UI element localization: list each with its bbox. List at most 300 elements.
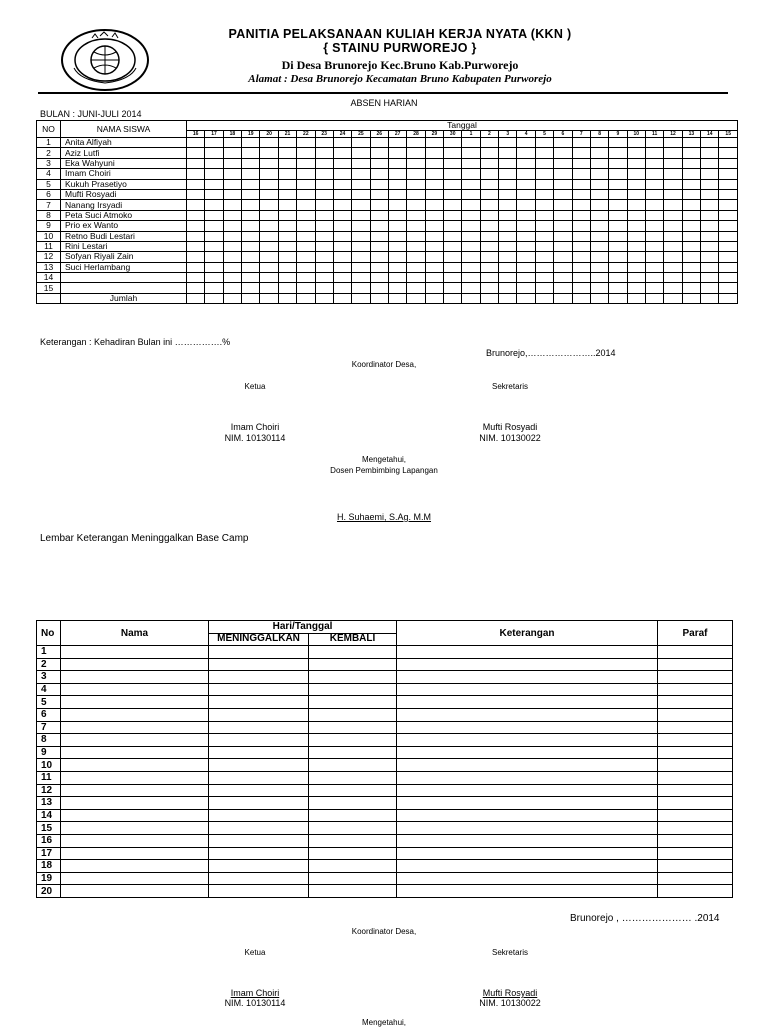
attendance-cell	[388, 189, 406, 199]
att-day-7: 23	[315, 130, 333, 137]
student-name: Kukuh Prasetiyo	[61, 179, 187, 189]
attendance-cell	[499, 252, 517, 262]
attendance-cell	[554, 252, 572, 262]
total-cell	[535, 293, 553, 303]
table-row	[37, 658, 733, 671]
attendance-cell	[407, 273, 425, 283]
attendance-cell	[609, 148, 627, 158]
attendance-cell	[260, 273, 278, 283]
row-number: 11	[37, 241, 61, 251]
att-day-21: 7	[572, 130, 590, 137]
attendance-cell	[370, 169, 388, 179]
attendance-cell	[590, 252, 608, 262]
table-row	[37, 734, 733, 747]
attendance-cell	[315, 273, 333, 283]
attendance-cell	[590, 179, 608, 189]
attendance-cell	[205, 158, 223, 168]
attendance-cell	[297, 262, 315, 272]
attendance-cell	[462, 158, 480, 168]
attendance-cell	[554, 179, 572, 189]
attendance-cell	[572, 283, 590, 293]
attendance-cell	[572, 189, 590, 199]
camp-cell	[61, 696, 209, 709]
attendance-cell	[278, 283, 296, 293]
total-cell	[260, 293, 278, 303]
total-cell	[278, 293, 296, 303]
attendance-cell	[517, 241, 535, 251]
attendance-cell	[517, 200, 535, 210]
total-cell	[572, 293, 590, 303]
attendance-cell	[499, 148, 517, 158]
attendance-cell	[388, 273, 406, 283]
attendance-cell	[572, 221, 590, 231]
attendance-cell	[462, 169, 480, 179]
camp-cell	[397, 797, 658, 810]
row-number: 12	[37, 252, 61, 262]
attendance-cell	[297, 179, 315, 189]
camp-cell	[658, 734, 733, 747]
attendance-cell	[499, 210, 517, 220]
attendance-cell	[352, 273, 370, 283]
attendance-cell	[572, 210, 590, 220]
attendance-cell	[517, 138, 535, 148]
attendance-cell	[535, 210, 553, 220]
attendance-cell	[664, 138, 682, 148]
attendance-cell	[260, 231, 278, 241]
attendance-table	[36, 120, 738, 304]
attendance-cell	[535, 169, 553, 179]
attendance-cell	[407, 158, 425, 168]
attendance-cell	[572, 262, 590, 272]
att-day-8: 24	[333, 130, 351, 137]
attendance-cell	[333, 138, 351, 148]
attendance-cell	[187, 138, 205, 148]
attendance-cell	[645, 169, 663, 179]
attendance-cell	[664, 158, 682, 168]
camp-cell	[209, 822, 309, 835]
att-day-26: 12	[664, 130, 682, 137]
attendance-cell	[223, 169, 241, 179]
attendance-cell	[462, 221, 480, 231]
attendance-cell	[444, 273, 462, 283]
camp-cell	[209, 696, 309, 709]
attendance-cell	[590, 158, 608, 168]
camp-cell	[61, 759, 209, 772]
attendance-cell	[480, 221, 498, 231]
att-day-20: 6	[554, 130, 572, 137]
attendance-cell	[590, 221, 608, 231]
attendance-cell	[333, 283, 351, 293]
attendance-cell	[499, 283, 517, 293]
attendance-cell	[701, 231, 719, 241]
table-row	[37, 283, 738, 293]
header-title: PANITIA PELAKSANAAN KULIAH KERJA NYATA (KKN )	[228, 27, 572, 41]
att-day-1: 17	[205, 130, 223, 137]
attendance-cell	[719, 138, 738, 148]
attendance-cell	[499, 231, 517, 241]
attendance-cell	[517, 221, 535, 231]
camp-cell	[209, 809, 309, 822]
secretary-name-1: Mufti Rosyadi	[482, 422, 538, 432]
camp-row-number: 1	[37, 646, 61, 659]
attendance-cell	[425, 210, 443, 220]
table-row	[37, 210, 738, 220]
attendance-cell	[315, 252, 333, 262]
attendance-cell	[701, 210, 719, 220]
attendance-cell	[315, 179, 333, 189]
attendance-cell	[278, 138, 296, 148]
total-cell	[499, 293, 517, 303]
attendance-cell	[645, 200, 663, 210]
total-cell	[462, 293, 480, 303]
attendance-cell	[187, 221, 205, 231]
camp-cell	[209, 784, 309, 797]
att-day-15: 1	[462, 130, 480, 137]
camp-cell	[658, 658, 733, 671]
attendance-cell	[425, 138, 443, 148]
student-name: Aziz Lutfi	[61, 148, 187, 158]
attendance-cell	[535, 148, 553, 158]
camp-cell	[309, 683, 397, 696]
camp-cell	[658, 671, 733, 684]
total-cell	[682, 293, 700, 303]
attendance-cell	[609, 138, 627, 148]
attendance-cell	[425, 221, 443, 231]
camp-row-number: 15	[37, 822, 61, 835]
row-number: 14	[37, 273, 61, 283]
secretary-title-2: Sekretaris	[491, 948, 528, 957]
attendance-cell	[719, 262, 738, 272]
camp-cell	[397, 671, 658, 684]
attendance-cell	[627, 169, 645, 179]
attendance-cell	[609, 200, 627, 210]
camp-row-number: 17	[37, 847, 61, 860]
attendance-cell	[664, 148, 682, 158]
att-day-25: 11	[645, 130, 663, 137]
attendance-cell	[205, 148, 223, 158]
attendance-cell	[462, 262, 480, 272]
attendance-cell	[719, 158, 738, 168]
camp-cell	[61, 847, 209, 860]
attendance-cell	[223, 283, 241, 293]
camp-cell	[61, 671, 209, 684]
camp-cell	[397, 734, 658, 747]
camp-cell	[658, 746, 733, 759]
attendance-cell	[627, 221, 645, 231]
camp-cell	[658, 822, 733, 835]
attendance-cell	[352, 179, 370, 189]
attendance-cell	[627, 158, 645, 168]
attendance-cell	[352, 210, 370, 220]
attendance-cell	[205, 283, 223, 293]
att-col-no: NO	[37, 121, 61, 138]
attendance-cell	[462, 148, 480, 158]
attendance-cell	[407, 262, 425, 272]
attendance-cell	[462, 179, 480, 189]
attendance-cell	[242, 241, 260, 251]
attendance-cell	[370, 231, 388, 241]
camp-cell	[209, 734, 309, 747]
attendance-cell	[535, 283, 553, 293]
attendance-cell	[682, 169, 700, 179]
attendance-cell	[260, 148, 278, 158]
attendance-cell	[517, 231, 535, 241]
attendance-cell	[627, 179, 645, 189]
table-row	[37, 721, 733, 734]
camp-cell	[309, 860, 397, 873]
chair-name-1: Imam Choiri	[230, 422, 280, 432]
camp-cell	[658, 683, 733, 696]
attendance-cell	[517, 169, 535, 179]
attendance-cell	[590, 262, 608, 272]
camp-cell	[397, 847, 658, 860]
attendance-cell	[444, 262, 462, 272]
attendance-cell	[260, 189, 278, 199]
camp-cell	[61, 860, 209, 873]
row-number: 9	[37, 221, 61, 231]
camp-cell	[658, 885, 733, 898]
attendance-cell	[205, 189, 223, 199]
att-day-5: 21	[278, 130, 296, 137]
attendance-cell	[535, 200, 553, 210]
table-row	[37, 847, 733, 860]
total-cell	[370, 293, 388, 303]
camp-cell	[397, 721, 658, 734]
attendance-cell	[407, 210, 425, 220]
attendance-cell	[260, 200, 278, 210]
attendance-cell	[609, 221, 627, 231]
camp-cell	[209, 746, 309, 759]
attendance-cell	[480, 241, 498, 251]
student-name: Sofyan Riyali Zain	[61, 252, 187, 262]
attendance-cell	[572, 241, 590, 251]
attendance-cell	[223, 262, 241, 272]
attendance-cell	[205, 252, 223, 262]
attendance-cell	[187, 241, 205, 251]
attendance-cell	[260, 241, 278, 251]
header-location: Di Desa Brunorejo Kec.Bruno Kab.Purworejo	[281, 58, 519, 72]
attendance-cell	[388, 283, 406, 293]
attendance-cell	[352, 189, 370, 199]
attendance-cell	[333, 252, 351, 262]
camp-cell	[61, 771, 209, 784]
attendance-cell	[444, 283, 462, 293]
attendance-cell	[719, 252, 738, 262]
attendance-cell	[187, 200, 205, 210]
attendance-cell	[609, 241, 627, 251]
att-day-29: 15	[719, 130, 738, 137]
attendance-cell	[370, 273, 388, 283]
attendance-cell	[278, 189, 296, 199]
acknowledge-label-1: Mengetahui,	[361, 455, 407, 464]
camp-cell	[397, 885, 658, 898]
camp-cell	[397, 708, 658, 721]
camp-cell	[309, 809, 397, 822]
attendance-cell	[223, 200, 241, 210]
attendance-cell	[664, 252, 682, 262]
camp-row-number: 3	[37, 671, 61, 684]
attendance-cell	[627, 189, 645, 199]
attendance-cell	[388, 138, 406, 148]
attendance-cell	[242, 179, 260, 189]
attendance-cell	[278, 252, 296, 262]
table-row	[37, 872, 733, 885]
attendance-cell	[333, 169, 351, 179]
total-cell	[517, 293, 535, 303]
attendance-cell	[187, 158, 205, 168]
total-cell	[242, 293, 260, 303]
attendance-cell	[315, 148, 333, 158]
attendance-cell	[242, 158, 260, 168]
attendance-cell	[242, 138, 260, 148]
camp-row-number: 9	[37, 746, 61, 759]
attendance-cell	[719, 210, 738, 220]
attendance-cell	[278, 148, 296, 158]
attendance-cell	[664, 273, 682, 283]
attendance-cell	[627, 210, 645, 220]
total-cell	[425, 293, 443, 303]
camp-cell	[309, 784, 397, 797]
attendance-cell	[554, 221, 572, 231]
attendance-cell	[407, 241, 425, 251]
table-row	[37, 671, 733, 684]
attendance-cell	[462, 283, 480, 293]
attendance-cell	[701, 179, 719, 189]
camp-cell	[209, 721, 309, 734]
attendance-cell	[260, 221, 278, 231]
attendance-cell	[517, 252, 535, 262]
student-name: Eka Wahyuni	[61, 158, 187, 168]
attendance-cell	[242, 169, 260, 179]
camp-cell	[658, 797, 733, 810]
attendance-cell	[315, 262, 333, 272]
student-name: Imam Choiri	[61, 169, 187, 179]
attendance-cell	[554, 241, 572, 251]
chair-name-2: Imam Choiri	[230, 988, 280, 998]
attendance-cell	[499, 262, 517, 272]
attendance-cell	[315, 210, 333, 220]
attendance-cell	[205, 241, 223, 251]
att-day-13: 29	[425, 130, 443, 137]
attendance-cell	[480, 231, 498, 241]
camp-cell	[309, 721, 397, 734]
attendance-cell	[297, 148, 315, 158]
attendance-cell	[388, 169, 406, 179]
attendance-cell	[499, 158, 517, 168]
camp-cell	[61, 646, 209, 659]
attendance-cell	[701, 252, 719, 262]
attendance-cell	[333, 231, 351, 241]
table-row	[37, 759, 733, 772]
camp-cell	[309, 885, 397, 898]
camp-cell	[309, 746, 397, 759]
attendance-cell	[572, 200, 590, 210]
attendance-cell	[278, 179, 296, 189]
camp-cell	[658, 771, 733, 784]
attendance-cell	[590, 200, 608, 210]
institution-logo	[60, 28, 150, 92]
attendance-cell	[535, 179, 553, 189]
camp-cell	[209, 797, 309, 810]
camp-row-number: 20	[37, 885, 61, 898]
attendance-cell	[535, 231, 553, 241]
total-cell	[315, 293, 333, 303]
attendance-cell	[388, 200, 406, 210]
attendance-cell	[462, 210, 480, 220]
attendance-cell	[682, 283, 700, 293]
attendance-cell	[205, 221, 223, 231]
attendance-cell	[535, 252, 553, 262]
attendance-cell	[444, 221, 462, 231]
camp-row-number: 7	[37, 721, 61, 734]
attendance-cell	[205, 138, 223, 148]
camp-cell	[397, 809, 658, 822]
table-row	[37, 148, 738, 158]
attendance-cell	[682, 210, 700, 220]
coordinator-label-2: Koordinator Desa,	[351, 927, 417, 936]
attendance-cell	[407, 283, 425, 293]
attendance-cell	[205, 273, 223, 283]
attendance-cell	[388, 262, 406, 272]
attendance-cell	[223, 241, 241, 251]
student-name: Prio ex Wanto	[61, 221, 187, 231]
attendance-note: Keterangan : Kehadiran Bulan ini …………….%	[40, 337, 231, 347]
attendance-cell	[242, 148, 260, 158]
attendance-cell	[480, 200, 498, 210]
table-row	[37, 708, 733, 721]
table-row	[37, 273, 738, 283]
att-day-16: 2	[480, 130, 498, 137]
camp-cell	[658, 784, 733, 797]
attendance-cell	[609, 169, 627, 179]
attendance-cell	[572, 179, 590, 189]
camp-cell	[397, 872, 658, 885]
attendance-cell	[627, 252, 645, 262]
attendance-cell	[664, 221, 682, 231]
attendance-cell	[535, 189, 553, 199]
att-day-24: 10	[627, 130, 645, 137]
attendance-cell	[352, 283, 370, 293]
att-day-9: 25	[352, 130, 370, 137]
camp-table	[36, 620, 733, 898]
attendance-cell	[701, 169, 719, 179]
row-number: 10	[37, 231, 61, 241]
attendance-cell	[223, 179, 241, 189]
attendance-cell	[499, 273, 517, 283]
camp-cell	[309, 734, 397, 747]
camp-cell	[209, 885, 309, 898]
attendance-cell	[333, 148, 351, 158]
table-row	[37, 746, 733, 759]
attendance-cell	[719, 283, 738, 293]
attendance-cell	[627, 241, 645, 251]
attendance-cell	[223, 252, 241, 262]
attendance-cell	[462, 138, 480, 148]
camp-cell	[397, 860, 658, 873]
attendance-cell	[480, 210, 498, 220]
place-date-1: Brunorejo,…………………..2014	[486, 348, 616, 358]
row-number: 3	[37, 158, 61, 168]
student-name: Rini Lestari	[61, 241, 187, 251]
attendance-cell	[480, 273, 498, 283]
attendance-cell	[590, 148, 608, 158]
attendance-cell	[590, 169, 608, 179]
camp-cell	[397, 834, 658, 847]
camp-col-note: Keterangan	[397, 621, 658, 646]
attendance-cell	[499, 189, 517, 199]
att-day-14: 30	[444, 130, 462, 137]
camp-cell	[658, 809, 733, 822]
